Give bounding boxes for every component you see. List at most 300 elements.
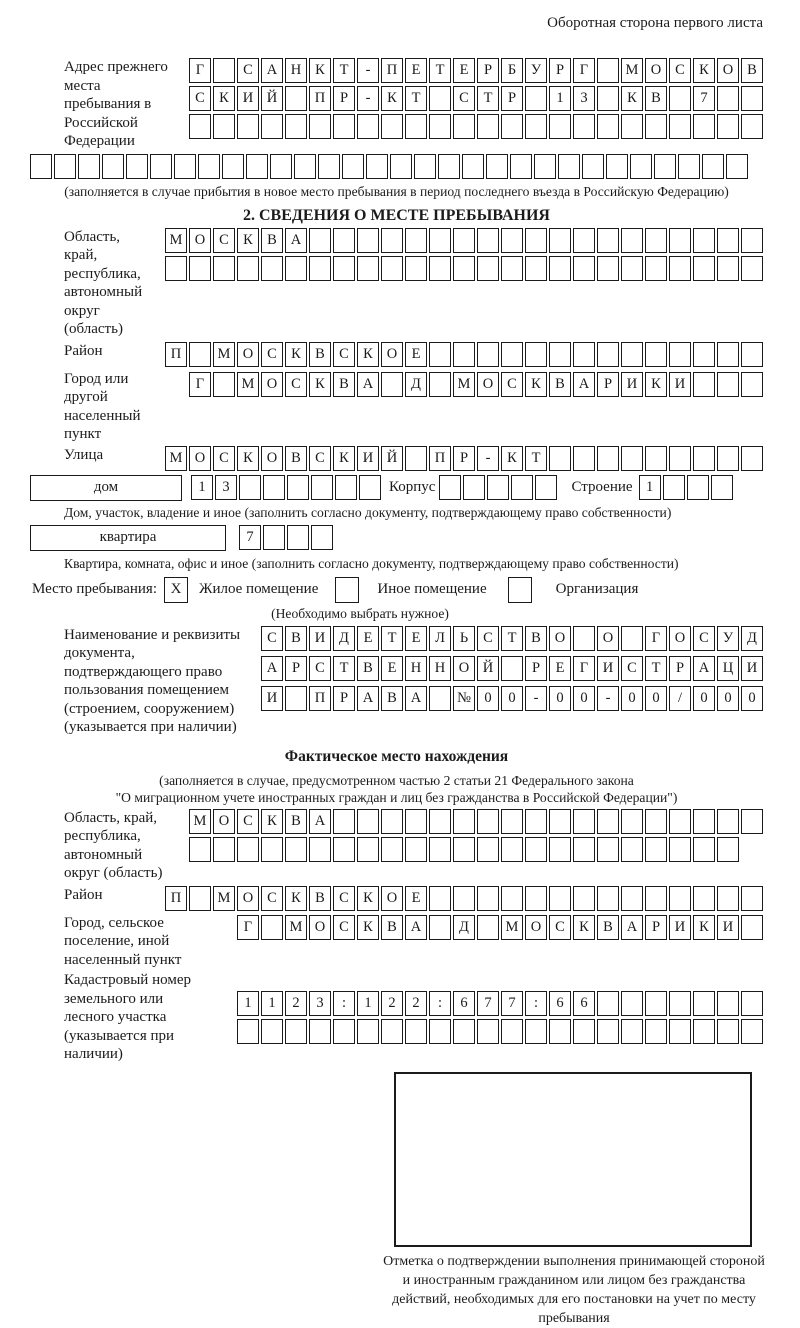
- char-cell[interactable]: С: [501, 372, 523, 397]
- char-cell[interactable]: 6: [573, 991, 595, 1016]
- char-cell[interactable]: И: [237, 86, 259, 111]
- char-cell[interactable]: [453, 886, 475, 911]
- char-cell[interactable]: [487, 475, 509, 500]
- char-cell[interactable]: [717, 342, 739, 367]
- char-cell[interactable]: [717, 256, 739, 281]
- char-cell[interactable]: В: [381, 686, 403, 711]
- char-cell[interactable]: -: [525, 686, 547, 711]
- apartment-type-box[interactable]: квартира: [30, 525, 226, 551]
- char-cell[interactable]: [477, 809, 499, 834]
- char-cell[interactable]: -: [477, 446, 499, 471]
- char-cell[interactable]: Й: [477, 656, 499, 681]
- char-cell[interactable]: О: [525, 915, 547, 940]
- char-cell[interactable]: [741, 114, 763, 139]
- char-cell[interactable]: [477, 886, 499, 911]
- char-cell[interactable]: [477, 256, 499, 281]
- char-cell[interactable]: Е: [405, 626, 427, 651]
- char-cell[interactable]: В: [357, 656, 379, 681]
- char-cell[interactable]: [669, 809, 691, 834]
- char-cell[interactable]: [549, 256, 571, 281]
- char-cell[interactable]: [630, 154, 652, 179]
- char-cell[interactable]: [189, 886, 211, 911]
- char-cell[interactable]: Г: [189, 372, 211, 397]
- char-cell[interactable]: М: [189, 809, 211, 834]
- char-cell[interactable]: [525, 809, 547, 834]
- char-cell[interactable]: А: [261, 656, 283, 681]
- char-cell[interactable]: К: [285, 886, 307, 911]
- char-cell[interactable]: Р: [453, 446, 475, 471]
- char-cell[interactable]: [453, 256, 475, 281]
- char-cell[interactable]: 0: [501, 686, 523, 711]
- char-cell[interactable]: [78, 154, 100, 179]
- char-cell[interactable]: Р: [525, 656, 547, 681]
- char-cell[interactable]: [213, 372, 235, 397]
- char-cell[interactable]: И: [669, 915, 691, 940]
- char-cell[interactable]: [669, 86, 691, 111]
- char-cell[interactable]: [237, 1019, 259, 1044]
- char-cell[interactable]: [198, 154, 220, 179]
- char-cell[interactable]: [333, 1019, 355, 1044]
- char-cell[interactable]: [309, 114, 331, 139]
- char-cell[interactable]: С: [285, 372, 307, 397]
- char-cell[interactable]: [717, 837, 739, 862]
- char-cell[interactable]: А: [357, 686, 379, 711]
- char-cell[interactable]: Д: [741, 626, 763, 651]
- char-cell[interactable]: О: [549, 626, 571, 651]
- char-cell[interactable]: К: [237, 446, 259, 471]
- char-cell[interactable]: 6: [453, 991, 475, 1016]
- char-cell[interactable]: 1: [261, 991, 283, 1016]
- stay-type-checkbox-residential[interactable]: X: [164, 577, 188, 603]
- char-cell[interactable]: [311, 475, 333, 500]
- char-cell[interactable]: :: [333, 991, 355, 1016]
- char-cell[interactable]: [501, 114, 523, 139]
- char-cell[interactable]: [741, 256, 763, 281]
- char-cell[interactable]: [453, 837, 475, 862]
- char-cell[interactable]: [573, 1019, 595, 1044]
- char-cell[interactable]: [429, 114, 451, 139]
- char-cell[interactable]: [309, 256, 331, 281]
- char-cell[interactable]: В: [741, 58, 763, 83]
- char-cell[interactable]: [597, 228, 619, 253]
- char-cell[interactable]: П: [309, 686, 331, 711]
- char-cell[interactable]: [621, 114, 643, 139]
- char-cell[interactable]: [381, 1019, 403, 1044]
- char-cell[interactable]: С: [333, 886, 355, 911]
- char-cell[interactable]: О: [597, 626, 619, 651]
- char-cell[interactable]: И: [741, 656, 763, 681]
- char-cell[interactable]: [102, 154, 124, 179]
- char-cell[interactable]: К: [525, 372, 547, 397]
- char-cell[interactable]: К: [621, 86, 643, 111]
- char-cell[interactable]: 0: [549, 686, 571, 711]
- char-cell[interactable]: М: [237, 372, 259, 397]
- char-cell[interactable]: [477, 1019, 499, 1044]
- char-cell[interactable]: [597, 342, 619, 367]
- char-cell[interactable]: [597, 991, 619, 1016]
- char-cell[interactable]: А: [285, 228, 307, 253]
- char-cell[interactable]: [309, 837, 331, 862]
- char-cell[interactable]: 0: [621, 686, 643, 711]
- char-cell[interactable]: [453, 114, 475, 139]
- char-cell[interactable]: [549, 228, 571, 253]
- char-cell[interactable]: Л: [429, 626, 451, 651]
- char-cell[interactable]: -: [357, 58, 379, 83]
- char-cell[interactable]: И: [717, 915, 739, 940]
- char-cell[interactable]: [357, 1019, 379, 1044]
- char-cell[interactable]: 2: [285, 991, 307, 1016]
- char-cell[interactable]: Д: [453, 915, 475, 940]
- char-cell[interactable]: О: [237, 886, 259, 911]
- char-cell[interactable]: [261, 256, 283, 281]
- char-cell[interactable]: [525, 1019, 547, 1044]
- char-cell[interactable]: [525, 114, 547, 139]
- char-cell[interactable]: 0: [645, 686, 667, 711]
- char-cell[interactable]: [429, 915, 451, 940]
- char-cell[interactable]: Т: [381, 626, 403, 651]
- char-cell[interactable]: 7: [477, 991, 499, 1016]
- char-cell[interactable]: К: [693, 915, 715, 940]
- char-cell[interactable]: Е: [405, 58, 427, 83]
- char-cell[interactable]: [189, 837, 211, 862]
- char-cell[interactable]: [429, 837, 451, 862]
- char-cell[interactable]: [261, 114, 283, 139]
- char-cell[interactable]: [405, 837, 427, 862]
- char-cell[interactable]: 1: [237, 991, 259, 1016]
- char-cell[interactable]: [263, 475, 285, 500]
- char-cell[interactable]: П: [429, 446, 451, 471]
- char-cell[interactable]: [414, 154, 436, 179]
- char-cell[interactable]: 2: [381, 991, 403, 1016]
- char-cell[interactable]: [405, 1019, 427, 1044]
- char-cell[interactable]: [597, 256, 619, 281]
- char-cell[interactable]: [669, 991, 691, 1016]
- char-cell[interactable]: Т: [645, 656, 667, 681]
- char-cell[interactable]: [429, 86, 451, 111]
- char-cell[interactable]: [549, 342, 571, 367]
- char-cell[interactable]: [669, 446, 691, 471]
- char-cell[interactable]: [645, 256, 667, 281]
- char-cell[interactable]: [573, 114, 595, 139]
- char-cell[interactable]: [693, 991, 715, 1016]
- char-cell[interactable]: [405, 446, 427, 471]
- char-cell[interactable]: [549, 837, 571, 862]
- char-cell[interactable]: О: [645, 58, 667, 83]
- char-cell[interactable]: А: [405, 686, 427, 711]
- char-cell[interactable]: К: [357, 342, 379, 367]
- char-cell[interactable]: [213, 837, 235, 862]
- char-cell[interactable]: И: [621, 372, 643, 397]
- char-cell[interactable]: [333, 837, 355, 862]
- char-cell[interactable]: [717, 809, 739, 834]
- char-cell[interactable]: [381, 256, 403, 281]
- char-cell[interactable]: [645, 114, 667, 139]
- char-cell[interactable]: 7: [693, 86, 715, 111]
- char-cell[interactable]: [477, 342, 499, 367]
- char-cell[interactable]: О: [381, 886, 403, 911]
- char-cell[interactable]: Е: [549, 656, 571, 681]
- char-cell[interactable]: С: [261, 626, 283, 651]
- char-cell[interactable]: [501, 656, 523, 681]
- char-cell[interactable]: [669, 886, 691, 911]
- char-cell[interactable]: К: [645, 372, 667, 397]
- char-cell[interactable]: Т: [333, 656, 355, 681]
- char-cell[interactable]: [501, 837, 523, 862]
- char-cell[interactable]: К: [309, 58, 331, 83]
- char-cell[interactable]: [717, 991, 739, 1016]
- char-cell[interactable]: [189, 256, 211, 281]
- char-cell[interactable]: [573, 837, 595, 862]
- char-cell[interactable]: [405, 114, 427, 139]
- char-cell[interactable]: Н: [429, 656, 451, 681]
- char-cell[interactable]: 2: [405, 991, 427, 1016]
- char-cell[interactable]: Р: [285, 656, 307, 681]
- char-cell[interactable]: [741, 86, 763, 111]
- char-cell[interactable]: [741, 886, 763, 911]
- char-cell[interactable]: С: [477, 626, 499, 651]
- char-cell[interactable]: У: [525, 58, 547, 83]
- char-cell[interactable]: С: [237, 58, 259, 83]
- char-cell[interactable]: [189, 342, 211, 367]
- char-cell[interactable]: В: [285, 809, 307, 834]
- char-cell[interactable]: [525, 228, 547, 253]
- char-cell[interactable]: [285, 837, 307, 862]
- char-cell[interactable]: М: [213, 342, 235, 367]
- char-cell[interactable]: [702, 154, 724, 179]
- char-cell[interactable]: С: [621, 656, 643, 681]
- char-cell[interactable]: [669, 228, 691, 253]
- char-cell[interactable]: Г: [573, 656, 595, 681]
- char-cell[interactable]: Г: [189, 58, 211, 83]
- char-cell[interactable]: О: [261, 446, 283, 471]
- char-cell[interactable]: С: [213, 228, 235, 253]
- char-cell[interactable]: М: [165, 446, 187, 471]
- char-cell[interactable]: [462, 154, 484, 179]
- char-cell[interactable]: [463, 475, 485, 500]
- char-cell[interactable]: [621, 1019, 643, 1044]
- char-cell[interactable]: В: [285, 626, 307, 651]
- char-cell[interactable]: [549, 114, 571, 139]
- char-cell[interactable]: [573, 342, 595, 367]
- char-cell[interactable]: [270, 154, 292, 179]
- char-cell[interactable]: Ь: [453, 626, 475, 651]
- char-cell[interactable]: [333, 114, 355, 139]
- char-cell[interactable]: [30, 154, 52, 179]
- char-cell[interactable]: Б: [501, 58, 523, 83]
- char-cell[interactable]: К: [285, 342, 307, 367]
- char-cell[interactable]: И: [261, 686, 283, 711]
- char-cell[interactable]: [621, 886, 643, 911]
- char-cell[interactable]: 1: [357, 991, 379, 1016]
- char-cell[interactable]: [335, 475, 357, 500]
- char-cell[interactable]: Р: [645, 915, 667, 940]
- char-cell[interactable]: [645, 886, 667, 911]
- char-cell[interactable]: 6: [549, 991, 571, 1016]
- char-cell[interactable]: М: [165, 228, 187, 253]
- char-cell[interactable]: [381, 837, 403, 862]
- char-cell[interactable]: О: [717, 58, 739, 83]
- char-cell[interactable]: [549, 886, 571, 911]
- char-cell[interactable]: [311, 525, 333, 550]
- char-cell[interactable]: М: [501, 915, 523, 940]
- char-cell[interactable]: [573, 809, 595, 834]
- char-cell[interactable]: [287, 475, 309, 500]
- char-cell[interactable]: [717, 228, 739, 253]
- char-cell[interactable]: С: [309, 656, 331, 681]
- char-cell[interactable]: О: [453, 656, 475, 681]
- char-cell[interactable]: Е: [405, 342, 427, 367]
- char-cell[interactable]: О: [189, 228, 211, 253]
- char-cell[interactable]: [549, 446, 571, 471]
- char-cell[interactable]: [381, 114, 403, 139]
- char-cell[interactable]: И: [309, 626, 331, 651]
- char-cell[interactable]: С: [237, 809, 259, 834]
- char-cell[interactable]: [405, 256, 427, 281]
- char-cell[interactable]: Й: [381, 446, 403, 471]
- char-cell[interactable]: [309, 228, 331, 253]
- char-cell[interactable]: С: [189, 86, 211, 111]
- char-cell[interactable]: О: [477, 372, 499, 397]
- char-cell[interactable]: Д: [405, 372, 427, 397]
- char-cell[interactable]: П: [165, 342, 187, 367]
- char-cell[interactable]: [294, 154, 316, 179]
- char-cell[interactable]: [246, 154, 268, 179]
- char-cell[interactable]: [621, 256, 643, 281]
- char-cell[interactable]: К: [693, 58, 715, 83]
- char-cell[interactable]: [381, 809, 403, 834]
- char-cell[interactable]: [237, 256, 259, 281]
- char-cell[interactable]: [501, 256, 523, 281]
- char-cell[interactable]: [174, 154, 196, 179]
- char-cell[interactable]: [359, 475, 381, 500]
- char-cell[interactable]: [621, 991, 643, 1016]
- char-cell[interactable]: [222, 154, 244, 179]
- char-cell[interactable]: [309, 1019, 331, 1044]
- char-cell[interactable]: В: [261, 228, 283, 253]
- char-cell[interactable]: [693, 809, 715, 834]
- char-cell[interactable]: И: [597, 656, 619, 681]
- char-cell[interactable]: Т: [501, 626, 523, 651]
- char-cell[interactable]: Г: [573, 58, 595, 83]
- char-cell[interactable]: М: [213, 886, 235, 911]
- char-cell[interactable]: [429, 686, 451, 711]
- char-cell[interactable]: [287, 525, 309, 550]
- house-type-box[interactable]: дом: [30, 475, 182, 501]
- char-cell[interactable]: [693, 256, 715, 281]
- char-cell[interactable]: Е: [357, 626, 379, 651]
- char-cell[interactable]: [693, 114, 715, 139]
- char-cell[interactable]: Й: [261, 86, 283, 111]
- char-cell[interactable]: [429, 372, 451, 397]
- char-cell[interactable]: К: [357, 886, 379, 911]
- char-cell[interactable]: [663, 475, 685, 500]
- char-cell[interactable]: Е: [453, 58, 475, 83]
- char-cell[interactable]: Т: [429, 58, 451, 83]
- char-cell[interactable]: [525, 342, 547, 367]
- char-cell[interactable]: [453, 809, 475, 834]
- char-cell[interactable]: [645, 228, 667, 253]
- char-cell[interactable]: Т: [333, 58, 355, 83]
- char-cell[interactable]: [693, 446, 715, 471]
- char-cell[interactable]: [477, 228, 499, 253]
- char-cell[interactable]: :: [429, 991, 451, 1016]
- char-cell[interactable]: [741, 228, 763, 253]
- char-cell[interactable]: [741, 809, 763, 834]
- char-cell[interactable]: Р: [333, 686, 355, 711]
- char-cell[interactable]: [429, 228, 451, 253]
- char-cell[interactable]: [549, 809, 571, 834]
- char-cell[interactable]: [693, 837, 715, 862]
- char-cell[interactable]: [741, 446, 763, 471]
- char-cell[interactable]: Р: [549, 58, 571, 83]
- char-cell[interactable]: [333, 256, 355, 281]
- char-cell[interactable]: Ц: [717, 656, 739, 681]
- char-cell[interactable]: [669, 256, 691, 281]
- char-cell[interactable]: А: [573, 372, 595, 397]
- char-cell[interactable]: [150, 154, 172, 179]
- char-cell[interactable]: [669, 837, 691, 862]
- stay-type-checkbox-other[interactable]: [335, 577, 359, 603]
- char-cell[interactable]: П: [381, 58, 403, 83]
- char-cell[interactable]: 1: [639, 475, 661, 500]
- char-cell[interactable]: [477, 114, 499, 139]
- char-cell[interactable]: О: [669, 626, 691, 651]
- char-cell[interactable]: [285, 686, 307, 711]
- char-cell[interactable]: [693, 228, 715, 253]
- char-cell[interactable]: 0: [693, 686, 715, 711]
- char-cell[interactable]: [573, 228, 595, 253]
- char-cell[interactable]: [213, 58, 235, 83]
- char-cell[interactable]: [741, 372, 763, 397]
- char-cell[interactable]: [501, 1019, 523, 1044]
- stay-type-checkbox-organization[interactable]: [508, 577, 532, 603]
- char-cell[interactable]: [342, 154, 364, 179]
- char-cell[interactable]: [525, 256, 547, 281]
- char-cell[interactable]: А: [621, 915, 643, 940]
- char-cell[interactable]: [717, 372, 739, 397]
- char-cell[interactable]: [261, 837, 283, 862]
- char-cell[interactable]: [333, 809, 355, 834]
- char-cell[interactable]: В: [309, 342, 331, 367]
- char-cell[interactable]: [165, 256, 187, 281]
- char-cell[interactable]: 7: [501, 991, 523, 1016]
- char-cell[interactable]: [429, 1019, 451, 1044]
- char-cell[interactable]: [54, 154, 76, 179]
- char-cell[interactable]: [597, 1019, 619, 1044]
- char-cell[interactable]: [573, 886, 595, 911]
- char-cell[interactable]: [741, 915, 763, 940]
- char-cell[interactable]: 1: [549, 86, 571, 111]
- char-cell[interactable]: [453, 342, 475, 367]
- char-cell[interactable]: [645, 342, 667, 367]
- char-cell[interactable]: С: [261, 342, 283, 367]
- char-cell[interactable]: [534, 154, 556, 179]
- char-cell[interactable]: [333, 228, 355, 253]
- char-cell[interactable]: 7: [239, 525, 261, 550]
- char-cell[interactable]: С: [693, 626, 715, 651]
- char-cell[interactable]: О: [381, 342, 403, 367]
- char-cell[interactable]: [429, 342, 451, 367]
- char-cell[interactable]: [645, 991, 667, 1016]
- char-cell[interactable]: [263, 525, 285, 550]
- char-cell[interactable]: Р: [597, 372, 619, 397]
- char-cell[interactable]: [213, 256, 235, 281]
- char-cell[interactable]: Т: [405, 86, 427, 111]
- char-cell[interactable]: [390, 154, 412, 179]
- char-cell[interactable]: [405, 228, 427, 253]
- char-cell[interactable]: :: [525, 991, 547, 1016]
- char-cell[interactable]: [429, 809, 451, 834]
